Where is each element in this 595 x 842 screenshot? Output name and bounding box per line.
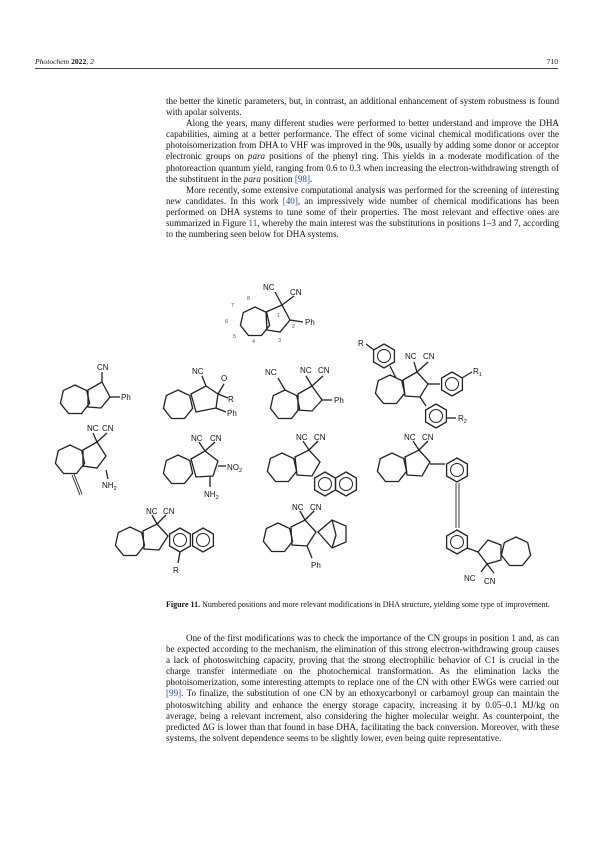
svg-text:NC: NC bbox=[405, 352, 417, 361]
paragraph: One of the first modifications was to check the importance of the CN groups in position 1 and, as can be expected according to the mechanism, the elimination of this strong electron-withdrawing group causes a lack of photoswitching capacity, proving that the strong electrophilic behavior of C1 is crucial in the charge transfer intermediate on the photochemical transformation. As the elimination lacks the photoisomerization, some interesting attempts to replace one of the CN with other EWGs were carried out [99]. To finalize, the substitution of one CN by an ethoxycarbonyl or carbamoyl group can maintain the photoswitching ability and enhance the energy storage capacity, increasing it by 0.05–0.1 MJ/kg on average, being a relevant increment, also considering the higher molecular weight. As counterpoint, the predicted ΔG is lower than that found in base DHA, facilitating the back conversion. Moreover, with these systems, the solvent dependence seems to be slightly lower, even being quite representative. bbox=[166, 633, 559, 743]
text-block-top bbox=[166, 96, 559, 240]
svg-text:1: 1 bbox=[277, 313, 281, 319]
dha-fused-naphthyl-structure bbox=[267, 433, 356, 496]
page-number: 710 bbox=[546, 57, 558, 66]
svg-text:CN: CN bbox=[423, 352, 435, 361]
figure-link[interactable]: 11 bbox=[248, 218, 258, 229]
svg-text:CN: CN bbox=[318, 366, 330, 375]
svg-text:R: R bbox=[358, 339, 364, 348]
svg-text:4: 4 bbox=[252, 339, 256, 345]
svg-text:NC: NC bbox=[296, 433, 308, 442]
svg-text:CN: CN bbox=[484, 577, 496, 586]
dha-dicyano-cn-structure bbox=[265, 366, 344, 419]
dha-cn-ph-structure bbox=[60, 363, 130, 414]
svg-text:NC: NC bbox=[192, 367, 204, 376]
dha-biaryl-r-structure bbox=[115, 507, 213, 575]
svg-text:2: 2 bbox=[292, 324, 296, 330]
svg-text:CN: CN bbox=[310, 503, 322, 512]
svg-text:3: 3 bbox=[278, 338, 282, 344]
svg-text:NO2: $NO_2$ bbox=[227, 463, 243, 474]
svg-text:NH2: $NH_2$ bbox=[102, 481, 117, 492]
svg-text:Ph: Ph bbox=[121, 393, 131, 402]
dha-aryl-r-structure bbox=[358, 339, 482, 428]
svg-text:NC: NC bbox=[464, 574, 476, 583]
svg-text:7: 7 bbox=[231, 303, 235, 309]
text-block-bottom bbox=[166, 633, 559, 744]
svg-text:CN: CN bbox=[97, 363, 109, 372]
svg-text:NC: NC bbox=[87, 424, 99, 433]
svg-text:6: 6 bbox=[225, 319, 229, 325]
figure-caption: Figure 11. Numbered positions and more relevant modifications in DHA structure, yielding some type of improvement. bbox=[166, 600, 550, 609]
svg-text:NC: NC bbox=[263, 283, 275, 292]
citation-link[interactable]: [40] bbox=[282, 195, 298, 206]
svg-text:R2: $R_2$ bbox=[458, 414, 467, 425]
dha-alkyne-amine-structure bbox=[55, 424, 116, 495]
paragraph: More recently, some extensive computational analysis was performed for the screening of interesting new candidates. In this work [40], an impressively wide number of chemical modifications has been performed on DHA systems to tune some of their properties. The most relevant and effective ones are summarized in Figure 11, whereby the main interest was the substitutions in positions 1–3 and 7, according to the numbering seen below for DHA systems. bbox=[166, 184, 560, 240]
svg-text:NC: NC bbox=[292, 503, 304, 512]
running-head bbox=[35, 57, 558, 66]
dha-norbornadiene-structure bbox=[263, 503, 346, 570]
header-rule bbox=[35, 68, 558, 69]
svg-text:NC: NC bbox=[146, 507, 158, 516]
svg-text:Ph: Ph bbox=[227, 409, 237, 418]
svg-text:CN: CN bbox=[314, 433, 326, 442]
svg-text:NH2: $NH_2$ bbox=[204, 490, 219, 501]
svg-text:CN: CN bbox=[163, 507, 175, 516]
dha-acyl-structure bbox=[163, 367, 236, 419]
svg-text:5: 5 bbox=[233, 334, 237, 340]
dha-dimer-alkyne-structure bbox=[377, 433, 530, 586]
svg-text:CN: CN bbox=[102, 424, 114, 433]
svg-text:R: R bbox=[173, 566, 179, 575]
dha-structures-figure bbox=[60, 283, 560, 595]
paragraph: the better the kinetic parameters, but, in contrast, an additional enhancement of system robustness is found with apolar solvents. bbox=[166, 96, 559, 118]
numbered-dha-structure bbox=[225, 283, 315, 345]
svg-text:Ph: Ph bbox=[334, 396, 344, 405]
svg-text:R: R bbox=[228, 395, 234, 404]
svg-text:NC: NC bbox=[191, 434, 203, 443]
svg-text:Ph: Ph bbox=[305, 318, 315, 327]
svg-text:NC: NC bbox=[404, 433, 416, 442]
paragraph: Along the years, many different studies were performed to better understand and improve the DHA capabilities, aiming at a better performance. The effect of some vicinal chemical modifications over the photoisomerization from DHA to VHF was improved in the 90s, usually by adding some donor or acceptor electronic groups on para positions of the phenyl ring. This yields in a moderate modification of the photoreaction quantum yield, ranging from 0.6 to 0.3 when increasing the electron-withdrawing strength of the substituent in the para position [98]. bbox=[166, 118, 560, 184]
citation-link[interactable]: [99] bbox=[166, 688, 182, 699]
citation-link[interactable]: [98] bbox=[294, 173, 310, 184]
svg-text:CN: CN bbox=[422, 433, 434, 442]
svg-text:NC: NC bbox=[300, 366, 312, 375]
svg-text:Ph: Ph bbox=[311, 561, 321, 570]
journal-citation: Photochem 2022, 2 bbox=[35, 57, 94, 66]
svg-text:R1: $R_1$ bbox=[473, 367, 482, 378]
svg-text:CN: CN bbox=[210, 434, 222, 443]
svg-text:CN: CN bbox=[290, 288, 302, 297]
svg-text:NC: NC bbox=[265, 368, 277, 377]
svg-text:O: O bbox=[221, 374, 228, 383]
dha-nitro-amine-structure bbox=[163, 434, 242, 501]
svg-text:8: 8 bbox=[247, 296, 251, 302]
